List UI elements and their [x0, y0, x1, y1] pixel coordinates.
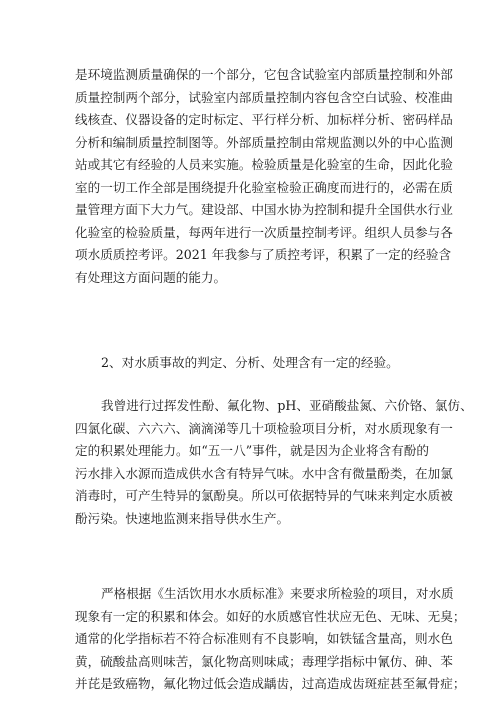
text-line: 量管理方面下大力气。建设部、中国水协为控制和提升全国供水行业	[75, 202, 453, 217]
paragraph-water-standard	[75, 583, 466, 696]
text-line: 酚污染。快速地监测来指导供水生产。	[75, 510, 290, 526]
text-line: 消毒时，可产生特异的氯酚臭。所以可依据特异的气味来判定水质被	[75, 488, 453, 503]
text-line: 分析和编制质量控制图等。外部质量控制由常规监测以外的中心监测	[75, 134, 453, 150]
text-line: 站或其它有经验的人员来实施。检验质量是化验室的生命，因此化验	[75, 157, 453, 172]
text-line: 现象有一定的积累和体会。如好的水质感官性状应无色、无味、无臭；	[75, 608, 466, 624]
text-line: 是环境监测质量确保的一个部分，它包含试验室内部质量控制和外部	[75, 67, 453, 82]
section-heading-water-incidents	[75, 352, 429, 375]
text-line: 项水质质控考评。2021 年我参与了质控考评，积累了一定的经验含	[75, 247, 452, 262]
text-line: 并芘是致癌物，氟化物过低会造成龋齿，过高造成齿斑症甚至氟骨症；	[75, 676, 466, 691]
text-line: 质量控制两个部分，试验室内部质量控制内容包含空白试验、校准曲	[75, 89, 453, 105]
text-line: 有处理这方面问题的能力。	[75, 269, 227, 285]
text-line: 四氯化碳、六六六、滴滴涕等几十项检验项目分析，对水质现象有一	[75, 420, 453, 436]
text-line: 黄，硫酸盐高则味苦，氯化物高则味咸；毒理学指标中氰仿、砷、苯	[75, 653, 453, 669]
text-line: 污水排入水源而造成供水含有特异气味。水中含有微量酚类，在加氯	[75, 465, 453, 481]
paragraph-quality-control	[75, 64, 453, 289]
text-line: 我曾进行过挥发性酚、氟化物、pH、亚硝酸盐氮、六价铬、氯仿、	[101, 398, 473, 413]
text-line: 室的一切工作全部是围绕提升化验室检验正确度而进行的，必需在质	[75, 179, 453, 195]
text-line: 通常的化学指标若不符合标准则有不良影响，如铁锰含量高，则水色	[75, 631, 453, 646]
text-line: 化验室的检验质量，每两年进行一次质量控制考评。组织人员参与各	[75, 224, 453, 240]
text-line: 线核查、仪器设备的定时标定、平行样分析、加标样分析、密码样品	[75, 112, 453, 127]
paragraph-analysis-experience	[75, 395, 473, 530]
text-line: 定的积累处理能力。如“五一八”事件，就是因为企业将含有酚的	[75, 443, 429, 458]
section-heading: 2、对水质事故的判定、分析、处理含有一定的经验。	[101, 355, 399, 370]
text-line: 严格根据《生活饮用水水质标准》来要求所检验的项目，对水质	[101, 586, 454, 601]
